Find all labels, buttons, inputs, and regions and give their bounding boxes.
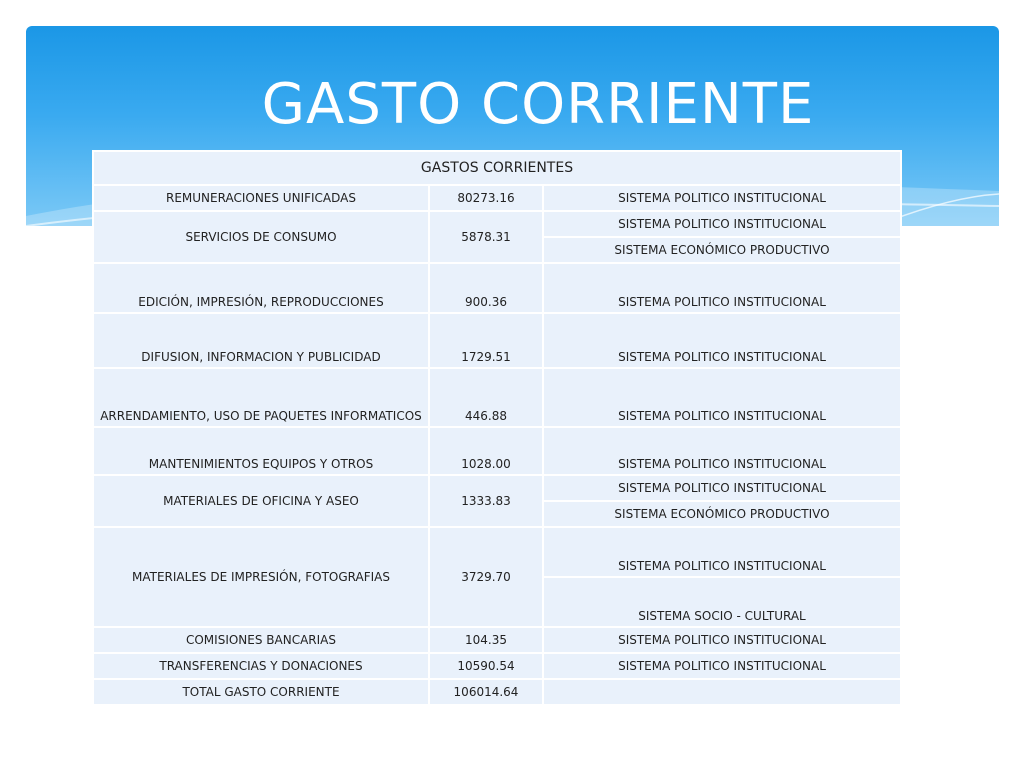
system-cell: SISTEMA POLITICO INSTITUCIONAL — [543, 313, 901, 368]
system-cell: SISTEMA POLITICO INSTITUCIONAL — [543, 527, 901, 577]
table-row — [93, 653, 901, 679]
amount-cell: 5878.31 — [429, 211, 543, 263]
amount-cell: 900.36 — [429, 263, 543, 313]
amount-cell: 1333.83 — [429, 475, 543, 527]
total-row — [93, 679, 901, 705]
concept-cell: MATERIALES DE IMPRESIÓN, FOTOGRAFIAS — [93, 527, 429, 627]
amount-cell: 10590.54 — [429, 653, 543, 679]
concept-cell: COMISIONES BANCARIAS — [93, 627, 429, 653]
slide-title: GASTO CORRIENTE — [261, 72, 815, 137]
table-row — [93, 527, 901, 577]
system-cell: SISTEMA POLITICO INSTITUCIONAL — [543, 368, 901, 427]
table-row — [93, 211, 901, 237]
total-label-cell: TOTAL GASTO CORRIENTE — [93, 679, 429, 705]
system-cell: SISTEMA POLITICO INSTITUCIONAL — [543, 627, 901, 653]
concept-cell: TRANSFERENCIAS Y DONACIONES — [93, 653, 429, 679]
system-cell: SISTEMA POLITICO INSTITUCIONAL — [543, 427, 901, 475]
concept-cell: SERVICIOS DE CONSUMO — [93, 211, 429, 263]
concept-cell: DIFUSION, INFORMACION Y PUBLICIDAD — [93, 313, 429, 368]
system-cell: SISTEMA POLITICO INSTITUCIONAL — [543, 475, 901, 501]
table-row — [93, 475, 901, 501]
amount-cell: 80273.16 — [429, 185, 543, 211]
table-row — [93, 368, 901, 427]
amount-cell: 104.35 — [429, 627, 543, 653]
concept-cell: EDICIÓN, IMPRESIÓN, REPRODUCCIONES — [93, 263, 429, 313]
system-cell: SISTEMA ECONÓMICO PRODUCTIVO — [543, 501, 901, 527]
concept-cell: REMUNERACIONES UNIFICADAS — [93, 185, 429, 211]
table-row — [93, 313, 901, 368]
table-row — [93, 185, 901, 211]
system-cell: SISTEMA POLITICO INSTITUCIONAL — [543, 653, 901, 679]
concept-cell: ARRENDAMIENTO, USO DE PAQUETES INFORMATICOS — [93, 368, 429, 427]
system-cell: SISTEMA POLITICO INSTITUCIONAL — [543, 211, 901, 237]
total-amount-cell: 106014.64 — [429, 679, 543, 705]
amount-cell: 446.88 — [429, 368, 543, 427]
amount-cell: 1028.00 — [429, 427, 543, 475]
concept-cell: MANTENIMIENTOS EQUIPOS Y OTROS — [93, 427, 429, 475]
amount-cell: 1729.51 — [429, 313, 543, 368]
system-cell: SISTEMA SOCIO - CULTURAL — [543, 577, 901, 627]
system-cell: SISTEMA ECONÓMICO PRODUCTIVO — [543, 237, 901, 263]
expenses-table — [92, 150, 902, 706]
table-title: GASTOS CORRIENTES — [93, 151, 901, 185]
table-row — [93, 627, 901, 653]
concept-cell: MATERIALES DE OFICINA Y ASEO — [93, 475, 429, 527]
system-cell: SISTEMA POLITICO INSTITUCIONAL — [543, 185, 901, 211]
table-row — [93, 427, 901, 475]
system-cell: SISTEMA POLITICO INSTITUCIONAL — [543, 263, 901, 313]
amount-cell: 3729.70 — [429, 527, 543, 627]
system-cell — [543, 679, 901, 705]
table-row — [93, 263, 901, 313]
